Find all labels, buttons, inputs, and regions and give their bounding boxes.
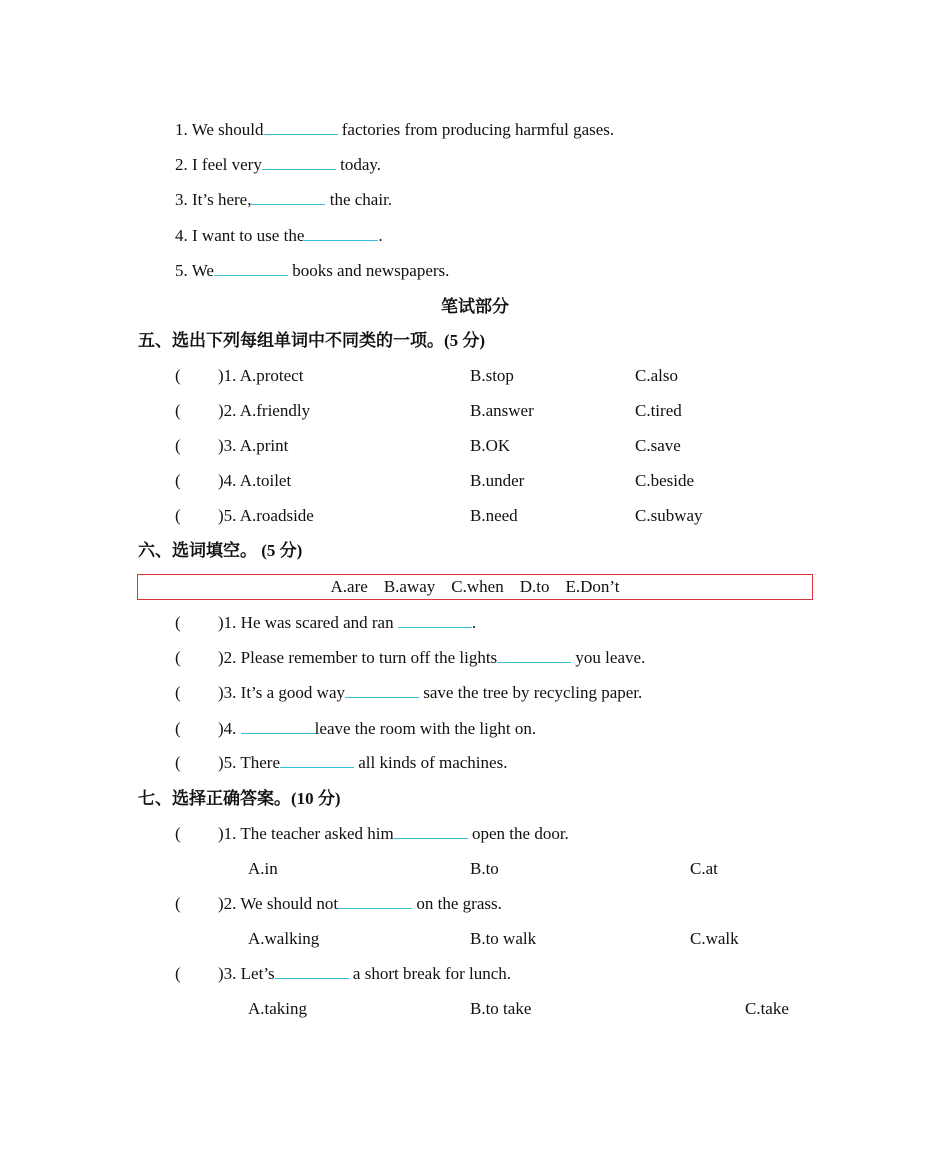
item-text: )4. bbox=[218, 719, 241, 738]
word-option: E.Don’t bbox=[565, 577, 620, 596]
answer-blank[interactable] bbox=[338, 894, 412, 909]
item-line bbox=[218, 647, 645, 669]
answer-blank[interactable] bbox=[264, 120, 338, 135]
item-text: 2. I feel very bbox=[175, 155, 262, 174]
option-c: C.save bbox=[635, 436, 681, 455]
section7-title: 七、选择正确答案。(10 分) bbox=[138, 789, 341, 808]
item-text: . bbox=[471, 613, 477, 632]
item-text: )5. There bbox=[218, 753, 280, 772]
option-c: C.beside bbox=[635, 471, 695, 490]
item-text: factories from producing harmful gases. bbox=[337, 120, 615, 139]
paren[interactable]: ( bbox=[175, 366, 181, 385]
item-text: . bbox=[378, 226, 383, 245]
option-b: B.answer bbox=[470, 401, 534, 420]
answer-blank[interactable] bbox=[304, 226, 378, 241]
paren[interactable]: ( bbox=[175, 401, 181, 420]
paren[interactable]: ( bbox=[175, 471, 181, 490]
word-bank-box bbox=[137, 574, 813, 600]
item-text: open the door. bbox=[467, 824, 569, 843]
paren[interactable]: ( bbox=[175, 964, 181, 983]
item-text: )1. The teacher asked him bbox=[218, 824, 394, 843]
item-text: save the tree by recycling paper. bbox=[419, 683, 643, 702]
section6-title: 六、选词填空。 (5 分) bbox=[138, 541, 303, 560]
item-text: )1. He was scared and ran bbox=[218, 613, 398, 632]
option-b: B.under bbox=[470, 471, 525, 490]
option-b: B.need bbox=[470, 506, 518, 525]
item-text: 5. We bbox=[175, 261, 214, 280]
answer-blank[interactable] bbox=[394, 824, 468, 839]
option-b: B.to walk bbox=[470, 929, 537, 948]
paren[interactable]: ( bbox=[175, 648, 181, 667]
option-c: C.also bbox=[635, 366, 678, 385]
question-a: )4. A.toilet bbox=[218, 471, 292, 490]
answer-blank[interactable] bbox=[275, 964, 349, 979]
item-line bbox=[218, 682, 642, 704]
option-a: A.walking bbox=[248, 929, 320, 948]
paren[interactable]: ( bbox=[175, 436, 181, 455]
word-option: A.are bbox=[330, 577, 368, 596]
item-text: today. bbox=[335, 155, 382, 174]
question-a: )5. A.roadside bbox=[218, 506, 314, 525]
answer-blank[interactable] bbox=[280, 753, 354, 768]
word-option: B.away bbox=[383, 577, 436, 596]
section5-title: 五、选出下列每组单词中不同类的一项。(5 分) bbox=[138, 331, 486, 350]
part-a-item bbox=[175, 189, 392, 211]
paren[interactable]: ( bbox=[175, 506, 181, 525]
answer-blank[interactable] bbox=[398, 613, 472, 628]
item-text: books and newspapers. bbox=[287, 261, 450, 280]
part-a-item bbox=[175, 225, 383, 247]
item-text: the chair. bbox=[325, 190, 393, 209]
option-c: C.subway bbox=[635, 506, 703, 525]
item-text: )3. Let’s bbox=[218, 964, 275, 983]
word-option: D.to bbox=[519, 577, 550, 596]
item-text: leave the room with the light on. bbox=[314, 719, 537, 738]
item-text: you leave. bbox=[571, 648, 646, 667]
option-b: B.stop bbox=[470, 366, 514, 385]
paren[interactable]: ( bbox=[175, 753, 181, 772]
answer-blank[interactable] bbox=[251, 190, 325, 205]
question-a: )3. A.print bbox=[218, 436, 289, 455]
option-b: B.to bbox=[470, 859, 499, 878]
item-line bbox=[218, 823, 569, 845]
item-text: 3. It’s here, bbox=[175, 190, 252, 209]
option-c: C.at bbox=[690, 859, 718, 878]
question-a: )2. A.friendly bbox=[218, 401, 311, 420]
option-a: A.taking bbox=[248, 999, 308, 1018]
item-line bbox=[218, 752, 507, 774]
item-text: on the grass. bbox=[412, 894, 502, 913]
paren[interactable]: ( bbox=[175, 894, 181, 913]
answer-blank[interactable] bbox=[497, 648, 571, 663]
option-a: A.in bbox=[248, 859, 278, 878]
item-text: )2. Please remember to turn off the lights bbox=[218, 648, 498, 667]
answer-blank[interactable] bbox=[345, 683, 419, 698]
part-a-item bbox=[175, 119, 614, 141]
part-a-item bbox=[175, 154, 381, 176]
question-a: )1. A.protect bbox=[218, 366, 304, 385]
word-bank bbox=[138, 576, 812, 598]
answer-blank[interactable] bbox=[262, 155, 336, 170]
option-c: C.tired bbox=[635, 401, 682, 420]
option-c: C.take bbox=[745, 999, 789, 1018]
item-text: all kinds of machines. bbox=[354, 753, 508, 772]
part-a-item bbox=[175, 260, 449, 282]
option-b: B.to take bbox=[470, 999, 532, 1018]
paren[interactable]: ( bbox=[175, 719, 181, 738]
answer-blank[interactable] bbox=[241, 719, 315, 734]
item-text: 1. We should bbox=[175, 120, 264, 139]
word-option: C.when bbox=[451, 577, 504, 596]
item-line bbox=[218, 963, 511, 985]
item-text: )3. It’s a good way bbox=[218, 683, 346, 702]
item-text: 4. I want to use the bbox=[175, 226, 305, 245]
answer-blank[interactable] bbox=[214, 261, 288, 276]
item-line bbox=[218, 893, 502, 915]
paren[interactable]: ( bbox=[175, 824, 181, 843]
item-text: )2. We should not bbox=[218, 894, 339, 913]
item-text: a short break for lunch. bbox=[348, 964, 512, 983]
option-b: B.OK bbox=[470, 436, 511, 455]
paren[interactable]: ( bbox=[175, 613, 181, 632]
item-line bbox=[218, 612, 476, 634]
item-line bbox=[218, 718, 536, 740]
written-part-title: 笔试部分 bbox=[441, 297, 509, 316]
option-c: C.walk bbox=[690, 929, 739, 948]
paren[interactable]: ( bbox=[175, 683, 181, 702]
